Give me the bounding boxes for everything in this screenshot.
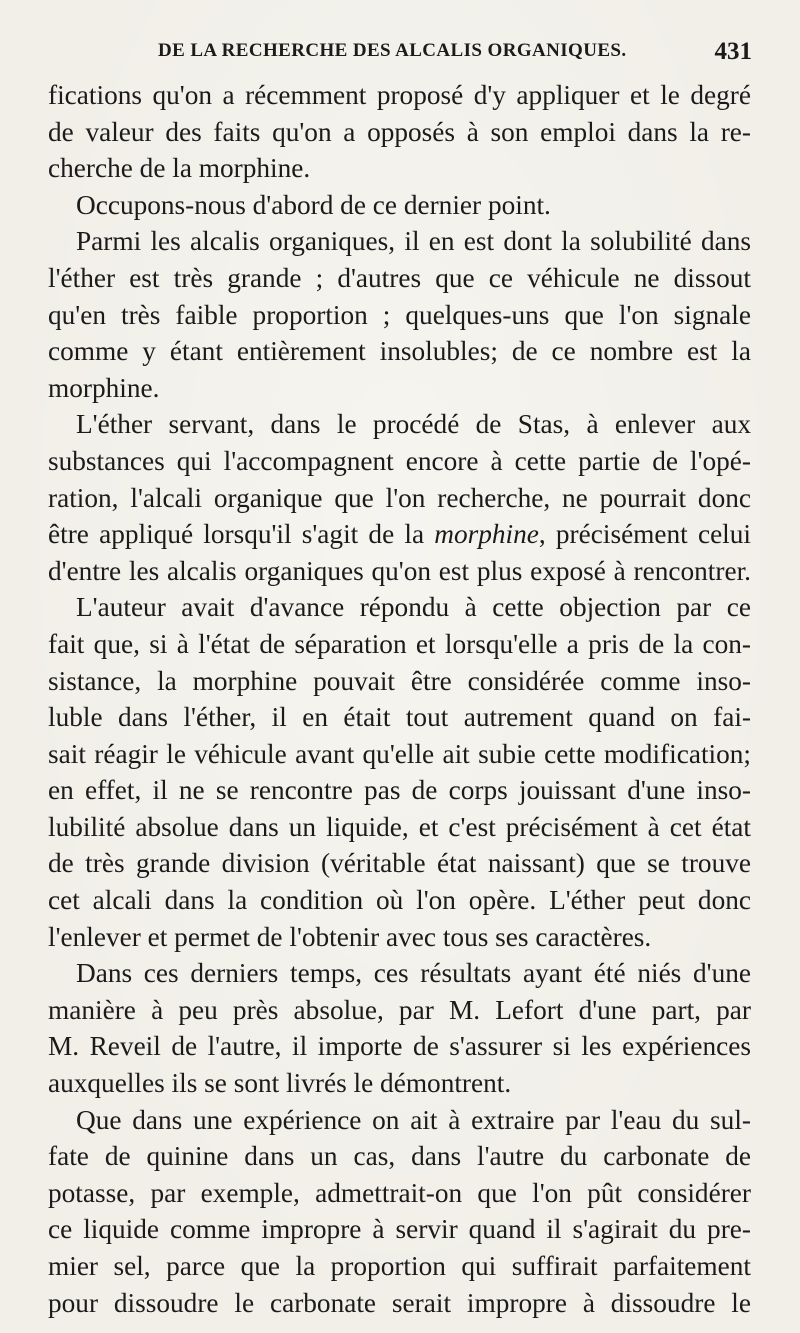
text-line: mier sel, parce que la proportion qui suffirait parfaitement xyxy=(48,1251,751,1281)
text-line: morphine. xyxy=(48,372,160,403)
text-line: comme y étant entièrement insolubles; de ce nombre est la xyxy=(48,336,751,367)
text-line: Occupons-nous d'abord de ce dernier point. xyxy=(76,189,551,220)
page-number: 431 xyxy=(714,38,752,65)
text-line: sait réagir le véhicule avant qu'elle ait subie cette modification; xyxy=(48,738,751,769)
text-line: cet alcali dans la condition où l'on opère. L'éther peut donc xyxy=(48,885,751,916)
text-line: cherche de la morphine. xyxy=(48,153,311,184)
text-line: lubilité absolue dans un liquide, et c'est précisément à cet état xyxy=(48,811,751,842)
text-line: Dans ces derniers temps, ces résultats ayant été niés d'une xyxy=(76,958,751,989)
text-line: de très grande division (véritable état naissant) que se trouve xyxy=(48,848,751,879)
text-line: Que dans une expérience on ait à extraire par l'eau du sul- xyxy=(76,1104,751,1135)
text-line: en effet, il ne se rencontre pas de corps jouissant d'une inso- xyxy=(48,775,751,806)
text-line: substances qui l'accompagnent encore à cette partie de l'opé- xyxy=(48,445,751,476)
text-line: auxquelles ils se sont livrés le démontrent. xyxy=(48,1068,512,1099)
body-text xyxy=(48,77,751,1321)
text-line: fate de quinine dans un cas, dans l'autre du carbonate de xyxy=(48,1141,751,1172)
text-line: luble dans l'éther, il en était tout autrement quand on fai- xyxy=(48,702,751,733)
running-title: DE LA RECHERCHE DES ALCALIS ORGANIQUES. xyxy=(158,40,627,61)
text-line: M. Reveil de l'autre, il importe de s'assurer si les expériences xyxy=(48,1031,751,1062)
text-line: ce liquide comme impropre à servir quand il s'agirait du pre- xyxy=(48,1214,751,1245)
text-line: fications qu'on a récemment proposé d'y appliquer et le degré xyxy=(48,80,751,110)
text-line: manière à peu près absolue, par M. Lefort d'une part, par xyxy=(48,994,751,1025)
text-segment: , précisément celui xyxy=(538,519,751,550)
text-line: de valeur des faits qu'on a opposés à son emploi dans la re- xyxy=(48,116,751,147)
text-line: L'éther servant, dans le procédé de Stas, à enlever aux xyxy=(76,409,751,440)
text-line: l'enlever et permet de l'obtenir avec tous ses caractères. xyxy=(48,921,652,952)
text-line: d'entre les alcalis organiques qu'on est plus exposé à rencontrer. xyxy=(48,555,751,586)
text-line: pour dissoudre le carbonate serait impropre à dissoudre le xyxy=(48,1287,751,1318)
text-line: fait que, si à l'état de séparation et lorsqu'elle a pris de la con- xyxy=(48,628,751,659)
text-segment: être appliqué lorsqu'il s'agit de la xyxy=(48,519,435,550)
text-line: qu'en très faible proportion ; quelques-uns que l'on signale xyxy=(48,299,751,330)
text-line: L'auteur avait d'avance répondu à cette objection par ce xyxy=(76,592,751,623)
text-line: potasse, par exemple, admettrait-on que l'on pût considérer xyxy=(48,1177,751,1208)
text-line xyxy=(48,516,751,553)
italic-term: morphine xyxy=(434,519,539,550)
text-line: Parmi les alcalis organiques, il en est dont la solubilité dans xyxy=(76,226,751,257)
running-head xyxy=(0,34,800,74)
text-line: sistance, la morphine pouvait être considérée comme inso- xyxy=(48,665,751,696)
text-line: l'éther est très grande ; d'autres que ce véhicule ne dissout xyxy=(48,262,751,293)
text-line: ration, l'alcali organique que l'on recherche, ne pourrait donc xyxy=(48,482,751,513)
